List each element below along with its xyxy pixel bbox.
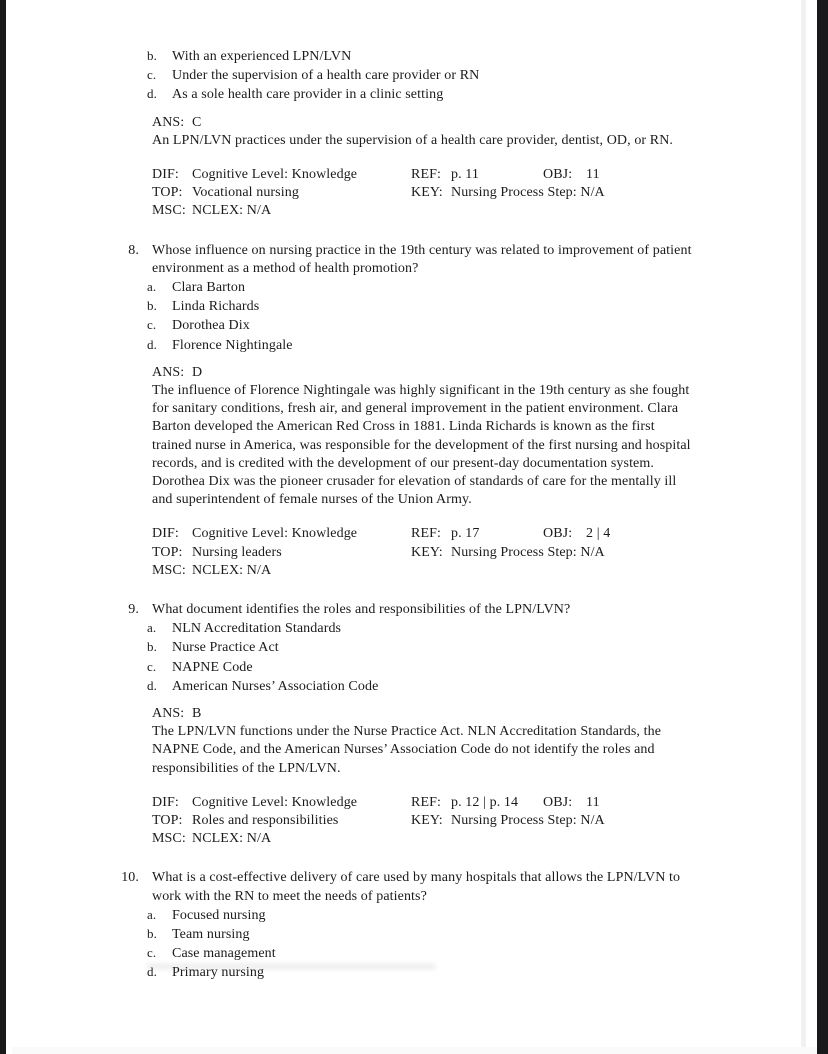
answer-section bbox=[152, 364, 800, 510]
metadata-cell bbox=[152, 830, 271, 848]
metadata-section bbox=[152, 166, 800, 221]
option-text: NLN Accreditation Standards bbox=[172, 621, 342, 637]
metadata-label: DIF: bbox=[152, 794, 179, 810]
option-text: Case management bbox=[172, 946, 276, 962]
metadata-label: KEY: bbox=[411, 544, 443, 560]
option-text: Primary nursing bbox=[172, 965, 265, 981]
option-row bbox=[147, 658, 800, 677]
metadata-label: TOP: bbox=[152, 185, 183, 201]
rationale-line: for sanitary conditions, fresh air, and general improvement in the patient environment. Clara bbox=[152, 401, 679, 417]
option-text: Linda Richards bbox=[172, 299, 260, 315]
metadata-label: MSC: bbox=[152, 562, 186, 578]
metadata-label: OBJ: bbox=[543, 167, 573, 183]
metadata-section bbox=[152, 525, 800, 580]
faded-next-line-artifact bbox=[146, 963, 436, 970]
metadata-value: p. 11 bbox=[451, 167, 479, 183]
rationale-line: responsibilities of the LPN/LVN. bbox=[152, 760, 341, 776]
option-letter: b. bbox=[147, 639, 157, 655]
rationale-line: records, and is credited with the development of our present-day documentation system. bbox=[152, 455, 654, 471]
option-row bbox=[147, 619, 800, 638]
question-number: 9. bbox=[128, 601, 139, 617]
metadata-label: REF: bbox=[411, 794, 441, 810]
question-text-line: work with the RN to meet the needs of patients? bbox=[152, 888, 427, 904]
metadata-row bbox=[152, 812, 800, 830]
option-row bbox=[147, 944, 800, 963]
question-block bbox=[128, 601, 800, 848]
metadata-cell bbox=[411, 812, 605, 830]
metadata-value: Roles and responsibilities bbox=[192, 813, 339, 828]
metadata-cell bbox=[411, 544, 605, 562]
option-letter: d. bbox=[147, 336, 157, 352]
document-page bbox=[6, 0, 817, 1054]
metadata-label: OBJ: bbox=[543, 794, 573, 810]
question-text-line: Whose influence on nursing practice in the 19th century was related to improvement of patient bbox=[152, 242, 692, 258]
option-text: NAPNE Code bbox=[172, 659, 253, 675]
metadata-value: Nursing Process Step: N/A bbox=[451, 185, 605, 201]
option-letter: c. bbox=[147, 945, 157, 961]
metadata-label: TOP: bbox=[152, 544, 183, 560]
answer-value: D bbox=[192, 364, 203, 380]
question-block bbox=[128, 242, 800, 580]
option-text: Focused nursing bbox=[172, 907, 266, 923]
option-text: Florence Nightingale bbox=[172, 337, 293, 353]
answer-section bbox=[152, 114, 800, 150]
answer-label: ANS: bbox=[152, 706, 185, 721]
option-letter: d. bbox=[147, 86, 157, 102]
metadata-row bbox=[152, 562, 800, 580]
metadata-label: DIF: bbox=[152, 526, 179, 542]
metadata-row bbox=[152, 544, 800, 562]
metadata-value: 11 bbox=[586, 167, 600, 183]
rationale-line: Barton developed the American Red Cross in 1881. Linda Richards is known as the first bbox=[152, 419, 655, 435]
question-number: 8. bbox=[128, 242, 139, 258]
metadata-value: Cognitive Level: Knowledge bbox=[192, 526, 358, 542]
document-body bbox=[121, 47, 800, 983]
metadata-value: Nursing Process Step: N/A bbox=[451, 813, 605, 828]
metadata-label: MSC: bbox=[152, 831, 186, 847]
options-list bbox=[147, 906, 800, 983]
answer-section bbox=[152, 705, 800, 778]
option-row bbox=[147, 278, 800, 297]
option-row bbox=[147, 925, 800, 944]
metadata-cell bbox=[152, 794, 357, 812]
option-letter: a. bbox=[147, 620, 157, 636]
metadata-value: 11 bbox=[586, 794, 600, 810]
metadata-cell bbox=[543, 166, 600, 184]
metadata-label: OBJ: bbox=[543, 526, 573, 542]
metadata-cell bbox=[152, 525, 357, 543]
option-row bbox=[147, 677, 800, 696]
rationale bbox=[152, 382, 800, 509]
answer-value: C bbox=[192, 114, 202, 130]
metadata-cell bbox=[411, 794, 518, 812]
option-row bbox=[147, 316, 800, 335]
option-row bbox=[147, 638, 800, 657]
option-text: As a sole health care provider in a clinic setting bbox=[172, 87, 444, 103]
metadata-row bbox=[152, 830, 800, 848]
option-text: Nurse Practice Act bbox=[172, 640, 279, 656]
option-letter: d. bbox=[147, 677, 157, 693]
metadata-cell bbox=[411, 166, 479, 184]
question-number: 10. bbox=[121, 870, 139, 886]
option-text: Under the supervision of a health care provider or RN bbox=[172, 68, 480, 84]
answer-label: ANS: bbox=[152, 364, 185, 380]
option-letter: c. bbox=[147, 658, 157, 674]
metadata-label: MSC: bbox=[152, 203, 186, 219]
rationale-line: trained nurse in America, was responsible for the development of the first nursing and hospital bbox=[152, 437, 691, 453]
metadata-label: TOP: bbox=[152, 813, 183, 828]
scan-border-right bbox=[817, 0, 828, 1054]
metadata-label: KEY: bbox=[411, 185, 443, 201]
rationale-line: The influence of Florence Nightingale was highly significant in the 19th century as she fought bbox=[152, 383, 690, 398]
metadata-label: KEY: bbox=[411, 813, 443, 828]
metadata-row bbox=[152, 794, 800, 812]
question-header bbox=[128, 242, 800, 278]
option-row bbox=[147, 66, 800, 85]
metadata-value: NCLEX: N/A bbox=[192, 203, 272, 219]
metadata-cell bbox=[152, 812, 338, 830]
metadata-value: Nursing leaders bbox=[192, 544, 282, 560]
page-right-shade bbox=[801, 0, 806, 1054]
question-text bbox=[152, 242, 800, 278]
metadata-value: NCLEX: N/A bbox=[192, 831, 272, 847]
metadata-value: p. 12 | p. 14 bbox=[451, 794, 519, 810]
rationale-line: and superintendent of female nurses of the Union Army. bbox=[152, 492, 472, 508]
question-text bbox=[152, 869, 800, 905]
scan-border-left bbox=[0, 0, 6, 1054]
metadata-row bbox=[152, 202, 800, 220]
metadata-row bbox=[152, 184, 800, 202]
metadata-label: REF: bbox=[411, 167, 441, 183]
option-row bbox=[147, 906, 800, 925]
question-text-line: What is a cost-effective delivery of care used by many hospitals that allows the LPN/LVN to bbox=[152, 870, 681, 886]
metadata-row bbox=[152, 166, 800, 184]
option-row bbox=[147, 297, 800, 316]
metadata-cell bbox=[543, 525, 610, 543]
option-row bbox=[147, 85, 800, 104]
option-text: Team nursing bbox=[172, 926, 250, 942]
metadata-cell bbox=[411, 184, 605, 202]
metadata-value: Cognitive Level: Knowledge bbox=[192, 167, 358, 183]
metadata-value: Cognitive Level: Knowledge bbox=[192, 794, 358, 810]
options-list bbox=[147, 47, 800, 105]
option-letter: c. bbox=[147, 67, 157, 83]
answer-line bbox=[152, 114, 800, 132]
metadata-cell bbox=[152, 202, 271, 220]
metadata-cell bbox=[411, 525, 480, 543]
metadata-cell bbox=[152, 562, 271, 580]
rationale-line: An LPN/LVN practices under the supervision of a health care provider, dentist, OD, or RN. bbox=[152, 132, 674, 148]
option-row bbox=[147, 336, 800, 355]
option-text: American Nurses’ Association Code bbox=[172, 678, 379, 694]
metadata-label: REF: bbox=[411, 526, 441, 542]
metadata-value: Vocational nursing bbox=[192, 185, 299, 201]
option-letter: a. bbox=[147, 278, 157, 294]
option-letter: d. bbox=[147, 964, 157, 980]
options-list bbox=[147, 278, 800, 355]
answer-line bbox=[152, 705, 800, 723]
option-text: With an experienced LPN/LVN bbox=[172, 49, 352, 64]
option-letter: c. bbox=[147, 317, 157, 333]
rationale bbox=[152, 132, 800, 150]
metadata-value: Nursing Process Step: N/A bbox=[451, 544, 605, 560]
rationale-line: NAPNE Code, and the American Nurses’ Association Code do not identify the roles and bbox=[152, 742, 655, 758]
metadata-label: DIF: bbox=[152, 167, 179, 183]
answer-label: ANS: bbox=[152, 114, 185, 130]
option-text: Clara Barton bbox=[172, 279, 246, 295]
option-letter: b. bbox=[147, 48, 157, 63]
option-row bbox=[147, 47, 800, 66]
metadata-section bbox=[152, 794, 800, 849]
page-bottom-shade bbox=[12, 1047, 823, 1054]
rationale-line: The LPN/LVN functions under the Nurse Practice Act. NLN Accreditation Standards, the bbox=[152, 724, 662, 740]
answer-line bbox=[152, 364, 800, 382]
options-list bbox=[147, 619, 800, 696]
option-letter: b. bbox=[147, 298, 157, 314]
metadata-cell bbox=[152, 184, 299, 202]
question-header bbox=[121, 869, 800, 905]
metadata-cell bbox=[543, 794, 600, 812]
option-text: Dorothea Dix bbox=[172, 318, 250, 334]
answer-value: B bbox=[192, 706, 202, 721]
metadata-value: p. 17 bbox=[451, 526, 480, 542]
metadata-value: 2 | 4 bbox=[586, 526, 611, 542]
question-text-line: What document identifies the roles and responsibilities of the LPN/LVN? bbox=[152, 601, 571, 617]
rationale-line: Dorothea Dix was the pioneer crusader for elevation of standards of care for the mentally ill bbox=[152, 474, 677, 490]
question-text-line: environment as a method of health promotion? bbox=[152, 260, 419, 276]
rationale bbox=[152, 723, 800, 778]
question-header bbox=[128, 601, 800, 619]
question-block bbox=[147, 47, 800, 221]
metadata-value: NCLEX: N/A bbox=[192, 562, 272, 578]
metadata-cell bbox=[152, 544, 282, 562]
metadata-row bbox=[152, 525, 800, 543]
option-letter: b. bbox=[147, 925, 157, 941]
option-letter: a. bbox=[147, 906, 157, 922]
question-text bbox=[152, 601, 800, 619]
metadata-cell bbox=[152, 166, 357, 184]
